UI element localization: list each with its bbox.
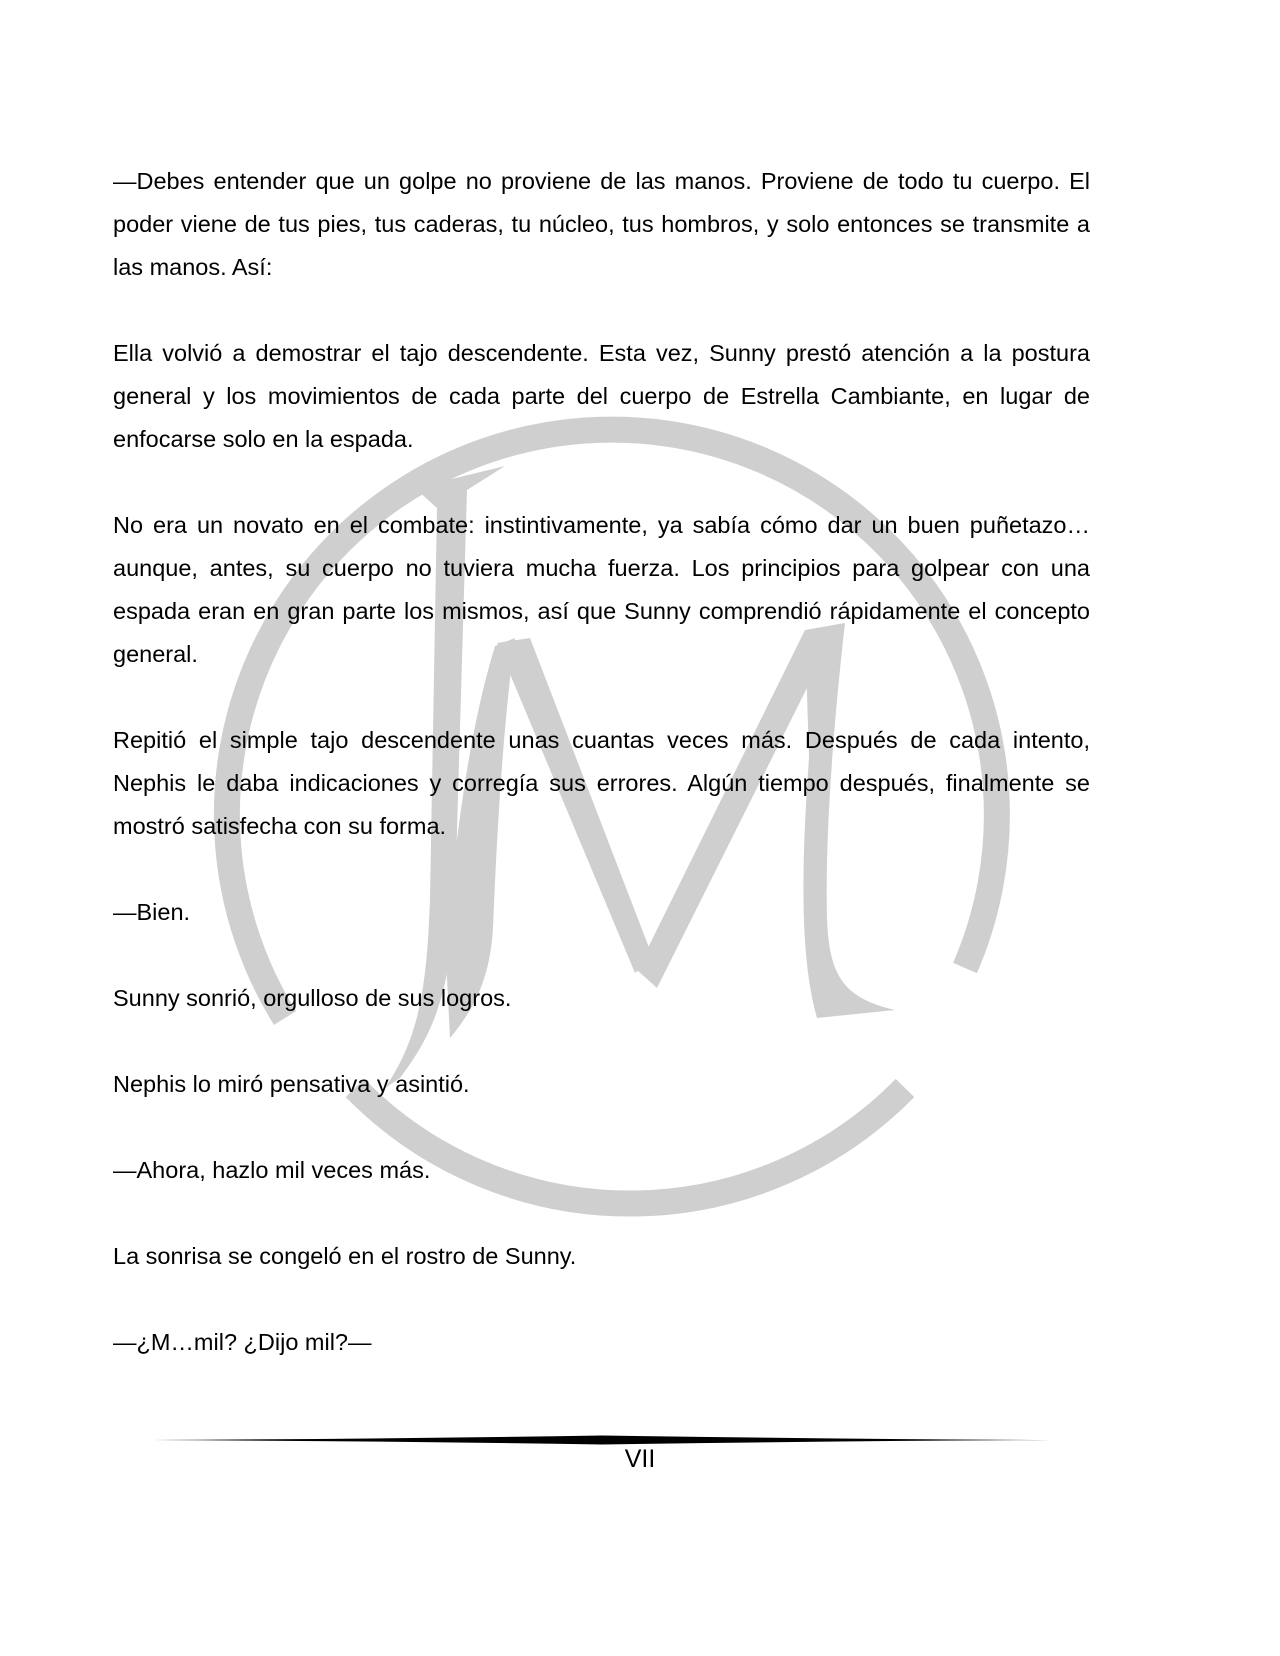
- paragraph: —¿M…mil? ¿Dijo mil?—: [113, 1329, 372, 1355]
- paragraph: —Bien.: [113, 899, 191, 925]
- paragraph: —Debes entender que un golpe no proviene de las manos. Proviene de todo tu cuerpo. El poder viene de tus pies, tus caderas, tu núcleo, tus hombros, y solo entonces se transmite a las manos. Así:: [113, 168, 1090, 280]
- paragraph: Repitió el simple tajo descendente unas cuantas veces más. Después de cada intento, Nephis le daba indicaciones y corregía sus errores. Algún tiempo después, finalmente se mostró satisfecha con su forma.: [113, 727, 1090, 839]
- paragraph: La sonrisa se congeló en el rostro de Sunny.: [113, 1243, 577, 1269]
- page-number: VII: [624, 1445, 656, 1473]
- paragraph: No era un novato en el combate: instintivamente, ya sabía cómo dar un buen puñetazo… aunque, antes, su cuerpo no tuviera mucha fuerza. Los principios para golpear con una espada eran en gran parte los mismos, así que Sunny comprendió rápidamente el concepto general.: [113, 512, 1090, 667]
- paragraph: Nephis lo miró pensativa y asintió.: [113, 1071, 470, 1097]
- paragraph: —Ahora, hazlo mil veces más.: [113, 1157, 431, 1183]
- paragraph: Sunny sonrió, orgulloso de sus logros.: [113, 985, 512, 1011]
- paragraph: Ella volvió a demostrar el tajo descendente. Esta vez, Sunny prestó atención a la postura general y los movimientos de cada parte del cuerpo de Estrella Cambiante, en lugar de enfocarse solo en la espada.: [113, 340, 1090, 452]
